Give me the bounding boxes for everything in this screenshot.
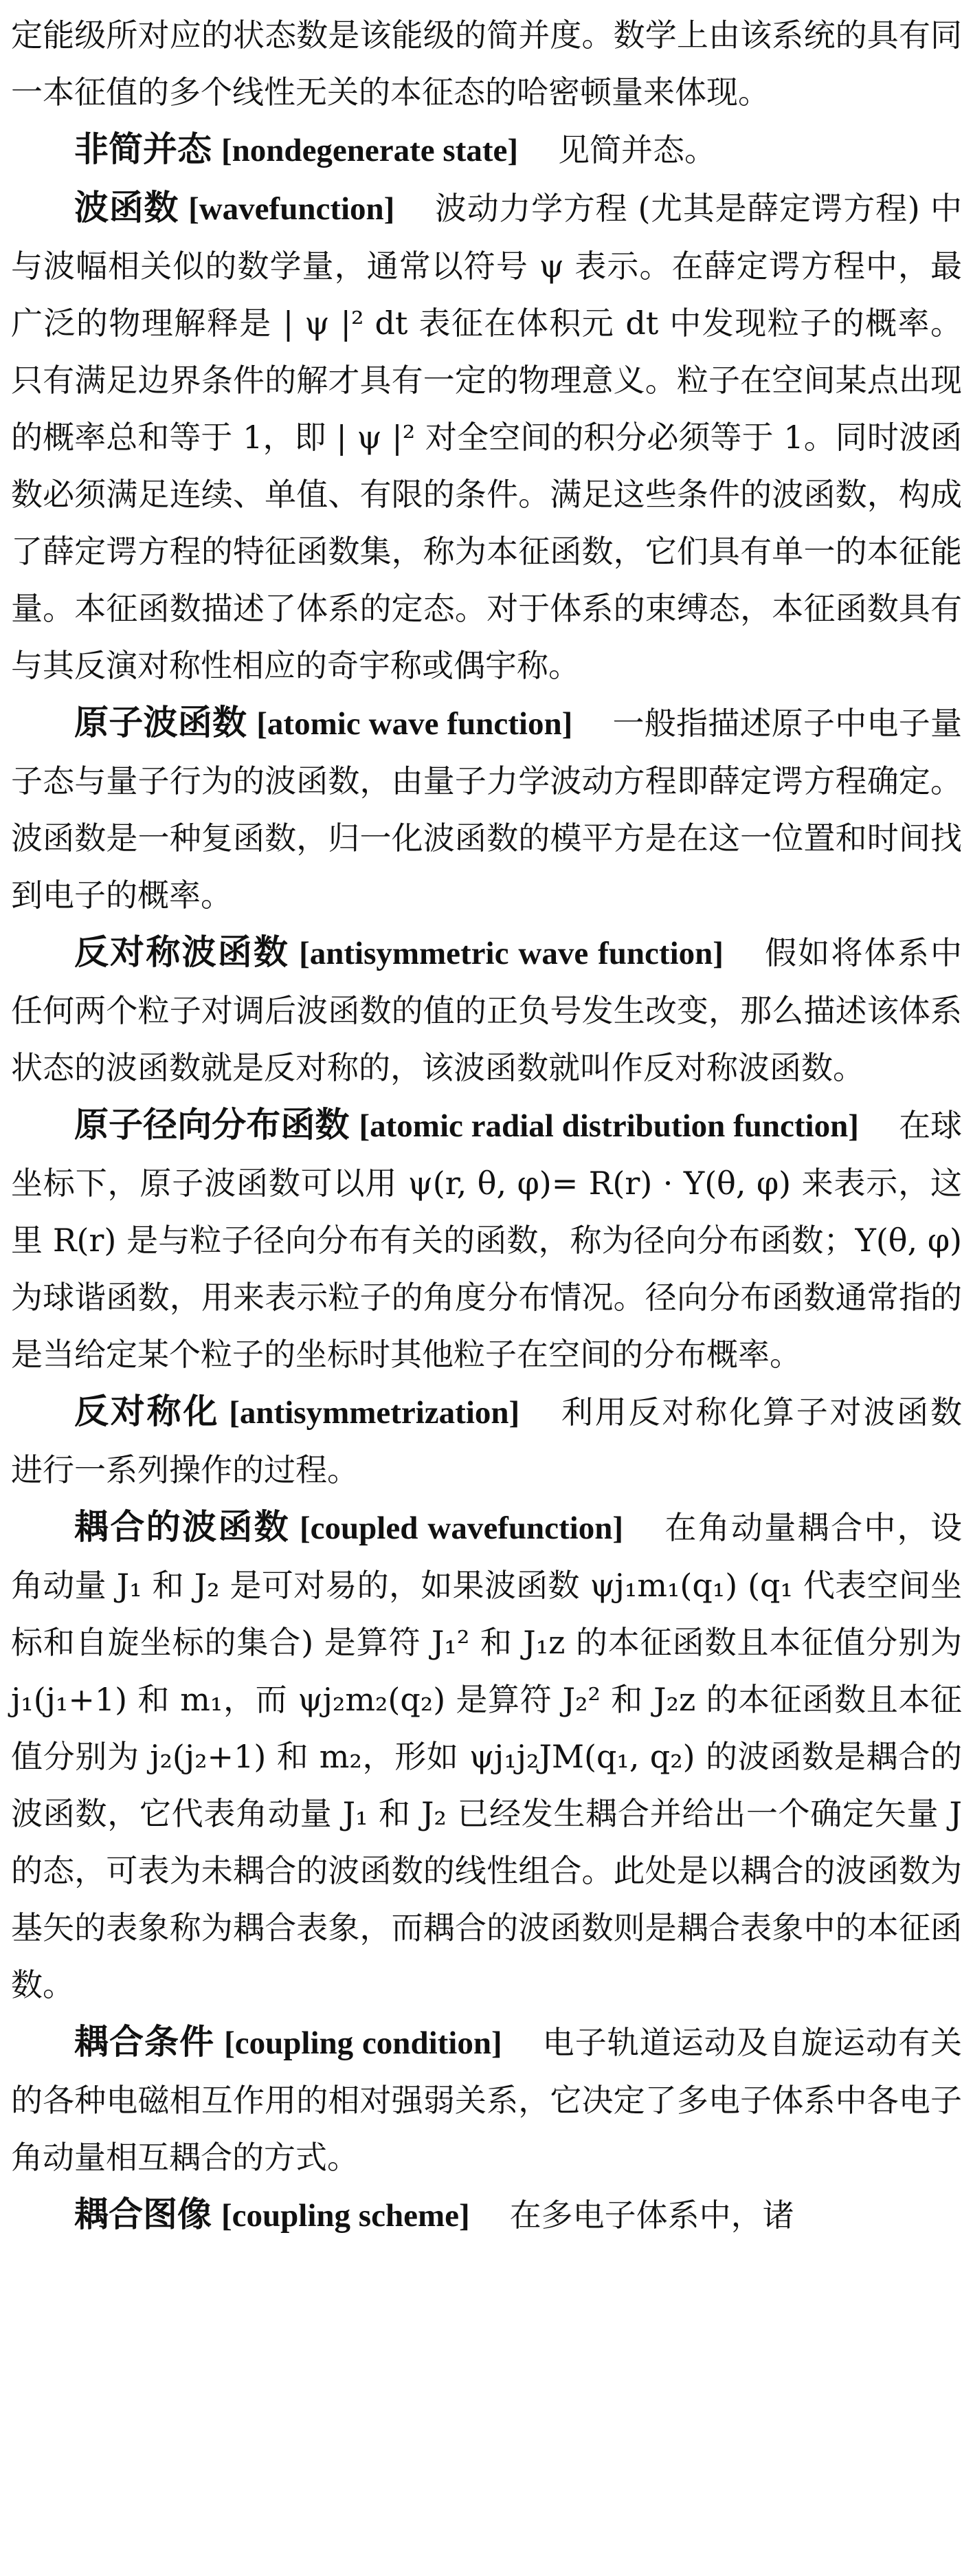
entry-english: [coupling condition] xyxy=(224,2025,502,2061)
entry-text xyxy=(11,924,962,1097)
entry-definition: 利用反对称化算子对波函数进行一系列操作的过程。 xyxy=(11,1394,963,1488)
entry-term: 原子波函数 xyxy=(74,703,247,742)
entry-term: 耦合图像 xyxy=(74,2194,212,2234)
entry-antisymmetrization xyxy=(11,1383,962,1499)
entry-text xyxy=(11,1499,962,2014)
entry-text xyxy=(11,2014,962,2186)
entry-term: 原子径向分布函数 xyxy=(74,1105,350,1145)
entry-text xyxy=(11,179,962,694)
entry-term: 波函数 xyxy=(74,188,179,228)
entry-text xyxy=(11,694,962,924)
entry-english: [atomic wave function] xyxy=(256,706,573,742)
entry-nondegenerate-state xyxy=(11,121,962,179)
entry-coupling-scheme xyxy=(11,2186,962,2245)
entry-term: 耦合的波函数 xyxy=(74,1507,290,1547)
entry-english: [coupling scheme] xyxy=(221,2198,470,2234)
entry-text xyxy=(11,121,962,179)
entry-definition: 见简并态。 xyxy=(558,131,717,168)
entry-definition: 在多电子体系中，诸 xyxy=(509,2197,794,2234)
entry-definition: 在球坐标下，原子波函数可以用 ψ(r, θ, φ)= R(r) · Y(θ, φ) 来表示，这里 R(r) 是与粒子径向分布有关的函数，称为径向分布函数；Y(θ, φ) 为球谐函数，用来表示粒子的角度分布情况。径向分布函数通常指的是当给定某个粒子的坐标时其他粒子在空间的分布概率。 xyxy=(11,1107,963,1373)
entry-definition: 电子轨道运动及自旋运动有关的各种电磁相互作用的相对强弱关系，它决定了多电子体系中各电子角动量相互耦合的方式。 xyxy=(11,2024,963,2176)
entry-coupled-wavefunction xyxy=(11,1499,962,2014)
entry-atomic-wave-function xyxy=(11,694,962,924)
entry-definition: 一般指描述原子中电子量子态与量子行为的波函数，由量子力学波动方程即薛定谔方程确定。波函数是一种复函数，归一化波函数的模平方是在这一位置和时间找到电子的概率。 xyxy=(11,705,963,914)
entry-english: [antisymmetrization] xyxy=(229,1395,520,1431)
entry-wavefunction xyxy=(11,179,962,694)
entry-english: [wavefunction] xyxy=(188,191,395,227)
entry-term: 反对称波函数 xyxy=(74,932,290,972)
entry-english: [atomic radial distribution function] xyxy=(359,1108,859,1144)
entry-english: [antisymmetric wave function] xyxy=(299,936,724,971)
entry-coupling-condition xyxy=(11,2014,962,2186)
entry-text xyxy=(11,1383,962,1499)
entry-english: [coupled wavefunction] xyxy=(300,1510,624,1546)
entry-text xyxy=(11,2186,962,2245)
entry-atomic-radial-distribution-function xyxy=(11,1097,962,1383)
entry-english: [nondegenerate state] xyxy=(221,133,519,168)
intro-paragraph: 定能级所对应的状态数是该能级的简并度。数学上由该系统的具有同一本征值的多个线性无关的本征态的哈密顿量来体现。 xyxy=(11,16,962,111)
entry-term: 耦合条件 xyxy=(74,2022,215,2062)
entry-definition: 在角动量耦合中，设角动量 J₁ 和 J₂ 是可对易的，如果波函数 ψj₁m₁(q₁) (q₁ 代表空间坐标和自旋坐标的集合) 是算符 J₁² 和 J₁z 的本征函数且本征值分别为 j₁(j₁+1) 和 m₁，而 ψj₂m₂(q₂) 是算符 J₂² 和 J₂z 的本征函数且本征值分别为 j₂(j₂+1) 和 m₂，形如 ψj₁j₂JM(q₁, q₂) 的波函数是耦合的波函数，它代表角动量 J₁ 和 J₂ 已经发生耦合并给出一个确定矢量 J 的态，可表为未耦合的波函数的线性组合。此处是以耦合的波函数为基矢的表象称为耦合表象，而耦合的波函数则是耦合表象中的本征函数。 xyxy=(11,1509,963,2003)
entry-term: 非简并态 xyxy=(74,129,212,169)
entry-definition: 假如将体系中任何两个粒子对调后波函数的值的正负号发生改变，那么描述该体系状态的波函数就是反对称的，该波函数就叫作反对称波函数。 xyxy=(11,934,962,1086)
entry-definition: 波动力学方程 (尤其是薛定谔方程) 中与波幅相关似的数学量，通常以符号 ψ 表示。在薛定谔方程中，最广泛的物理解释是 | ψ |² dt 表征在体积元 dt 中发现粒子的概率。只有满足边界条件的解才具有一定的物理意义。粒子在空间某点出现的概率总和等于 1，即 | ψ |² 对全空间的积分必须等于 1。同时波函数必须满足连续、单值、有限的条件。满足这些条件的波函数，构成了薛定谔方程的特征函数集，称为本征函数，它们具有单一的本征能量。本征函数描述了体系的定态。对于体系的束缚态，本征函数具有与其反演对称性相应的奇宇称或偶宇称。 xyxy=(11,190,963,684)
entry-term: 反对称化 xyxy=(74,1391,220,1431)
entry-text xyxy=(11,1097,962,1383)
entry-antisymmetric-wave-function xyxy=(11,924,962,1097)
